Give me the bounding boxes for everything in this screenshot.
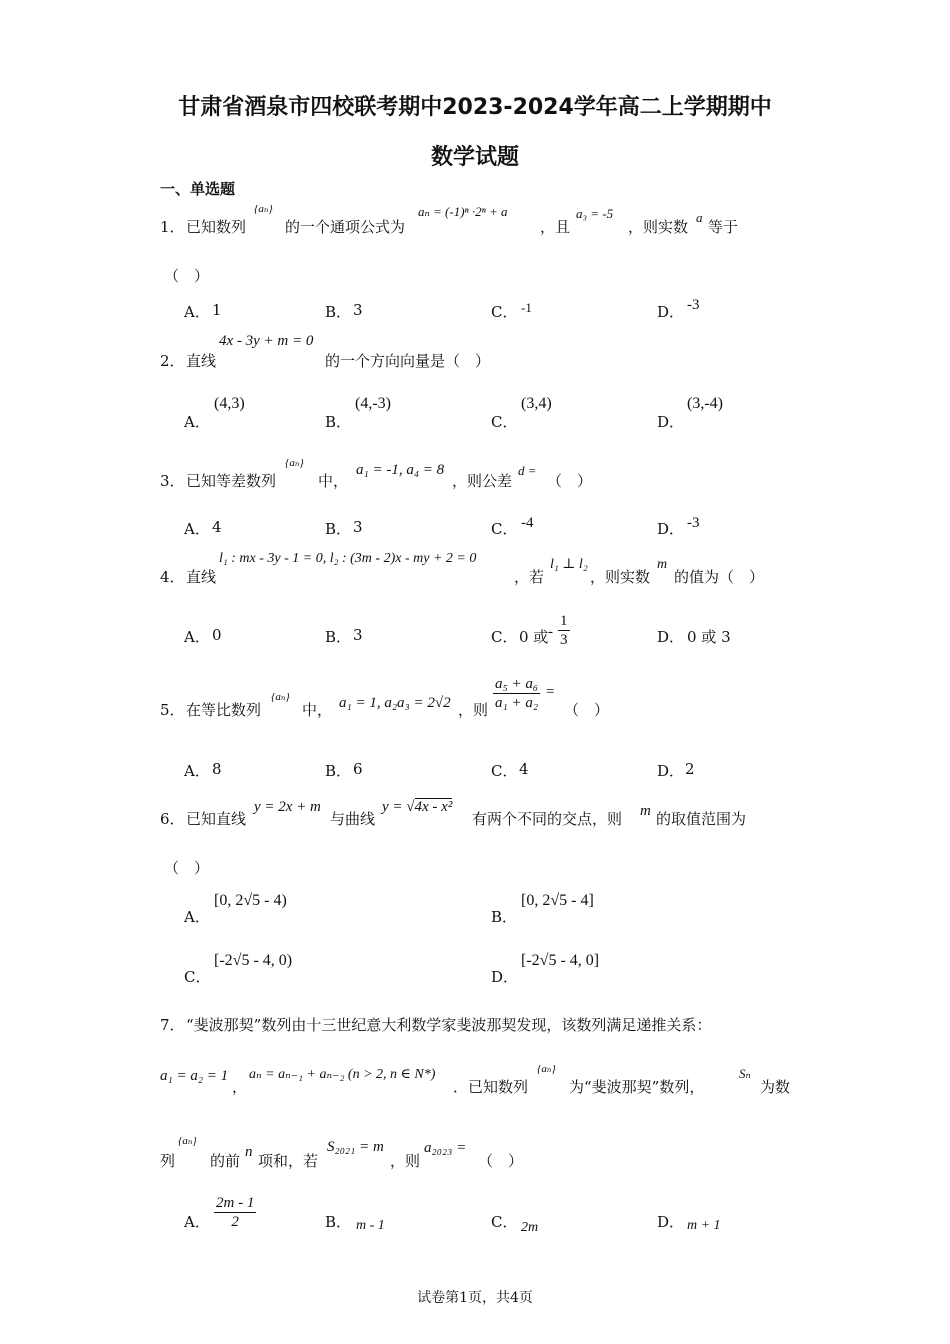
formula: a₂₀₂₃ = bbox=[424, 1140, 467, 1156]
fraction-numerator: a₅ + a₆ bbox=[495, 676, 539, 692]
option-value: (3,4) bbox=[521, 395, 552, 412]
variable: m bbox=[640, 803, 651, 819]
option-value: 3 bbox=[353, 301, 363, 319]
option-label: A． bbox=[184, 1213, 210, 1231]
option-label: A． bbox=[184, 762, 210, 780]
variable: a bbox=[696, 210, 703, 225]
question-text: 中， bbox=[318, 472, 349, 490]
option-label: B． bbox=[325, 303, 352, 321]
option-value: 3 bbox=[353, 518, 363, 536]
question-text: （ ） bbox=[547, 472, 593, 490]
question-text: 项和，若 bbox=[258, 1152, 319, 1170]
formula: a₁ = -1, a₄ = 8 bbox=[356, 462, 445, 478]
question-text: ，且 bbox=[540, 218, 571, 236]
option-value: [0, 2√5 - 4] bbox=[521, 892, 594, 909]
option-value: m + 1 bbox=[687, 1218, 721, 1233]
minus-sign: - bbox=[548, 624, 553, 640]
sequence-symbol: {aₙ} bbox=[285, 457, 304, 469]
question-number: 1． bbox=[160, 218, 185, 236]
option-label: C． bbox=[491, 762, 518, 780]
option-label: D． bbox=[657, 303, 685, 321]
option-value: -1 bbox=[521, 300, 532, 315]
fraction bbox=[558, 612, 570, 649]
sequence-symbol: {aₙ} bbox=[537, 1063, 556, 1075]
option-value: 0 或 bbox=[519, 628, 549, 646]
variable: d = bbox=[518, 463, 537, 478]
option-label: C． bbox=[184, 968, 211, 986]
page-footer: 试卷第1页，共4页 bbox=[417, 1290, 533, 1306]
fraction-denominator: 2 bbox=[231, 1214, 239, 1230]
option-label: B． bbox=[491, 908, 518, 926]
question-text: 为“斐波那契”数列， bbox=[569, 1078, 705, 1096]
question-number: 4． bbox=[160, 568, 185, 586]
option-label: C． bbox=[491, 520, 518, 538]
formula bbox=[382, 799, 452, 816]
question-text: 的前 bbox=[210, 1152, 241, 1170]
formula: 4x - 3y + m = 0 bbox=[219, 333, 314, 349]
option-value: (4,3) bbox=[214, 395, 245, 412]
question-text: ，则实数 bbox=[628, 218, 689, 236]
formula-prefix: y = bbox=[382, 799, 407, 815]
question-text: ，若 bbox=[514, 568, 545, 586]
question-text: ，则公差 bbox=[452, 472, 513, 490]
sequence-symbol: {aₙ} bbox=[271, 691, 290, 703]
option-label: D． bbox=[491, 968, 519, 986]
option-value: -3 bbox=[687, 515, 700, 531]
option-value: 8 bbox=[212, 760, 222, 778]
question-text: 的值为（ ） bbox=[674, 568, 765, 586]
formula: a₁ = a₂ = 1 bbox=[160, 1068, 229, 1084]
option-value: -4 bbox=[521, 515, 534, 531]
option-label: A． bbox=[184, 520, 210, 538]
variable: m bbox=[657, 557, 668, 572]
option-value: 0 或 3 bbox=[687, 628, 731, 646]
option-value: 2 bbox=[685, 760, 695, 778]
option-label: C． bbox=[491, 303, 518, 321]
question-text: ，则实数 bbox=[590, 568, 651, 586]
fraction-numerator: 2m - 1 bbox=[216, 1195, 255, 1211]
page-title-line2: 数学试题 bbox=[430, 145, 519, 170]
option-label: C． bbox=[491, 628, 518, 646]
option-label: B． bbox=[325, 628, 352, 646]
question-text: 直线 bbox=[186, 568, 217, 586]
option-label: B． bbox=[325, 413, 352, 431]
fraction-numerator: 1 bbox=[560, 613, 568, 629]
sqrt-radicand: 4x - x² bbox=[414, 799, 453, 815]
question-text: 的取值范围为 bbox=[656, 810, 747, 828]
question-text: 已知数列 bbox=[186, 218, 247, 236]
question-number: 3． bbox=[160, 472, 185, 490]
fraction bbox=[493, 675, 540, 712]
question-text: 与曲线 bbox=[330, 810, 376, 828]
option-label: B． bbox=[325, 520, 352, 538]
formula: l₁ : mx - 3y - 1 = 0, l₂ : (3m - 2)x - my + 2 = 0 bbox=[219, 551, 477, 566]
question-text: “斐波那契”数列由十三世纪意大利数学家斐波那契发现，该数列满足递推关系： bbox=[186, 1016, 712, 1034]
option-value: (4,-3) bbox=[355, 395, 391, 412]
question-text: 有两个不同的交点，则 bbox=[472, 810, 623, 828]
option-label: D． bbox=[657, 413, 685, 431]
page-title-line1: 甘肃省酒泉市四校联考期中2023-2024学年高二上学期期中 bbox=[178, 95, 772, 120]
fraction-denominator: 3 bbox=[560, 632, 568, 648]
question-text: 已知直线 bbox=[186, 810, 247, 828]
option-value: 3 bbox=[353, 626, 363, 644]
question-text: ．已知数列 bbox=[453, 1078, 529, 1096]
fraction-denominator: a₁ + a₂ bbox=[495, 695, 539, 711]
option-label: A． bbox=[184, 413, 210, 431]
answer-bracket: （ ） bbox=[164, 859, 210, 877]
fraction bbox=[214, 1194, 256, 1231]
formula: S₂₀₂₁ = m bbox=[327, 1139, 384, 1155]
variable: Sₙ bbox=[739, 1066, 751, 1081]
option-value: m - 1 bbox=[356, 1218, 385, 1233]
formula: l₁ ⊥ l₂ bbox=[550, 557, 588, 572]
option-label: B． bbox=[325, 1213, 352, 1231]
sqrt-symbol: √ bbox=[406, 799, 415, 815]
question-text: ，则 bbox=[390, 1152, 421, 1170]
question-text: 在等比数列 bbox=[186, 701, 262, 719]
option-label: D． bbox=[657, 520, 685, 538]
question-text: 等于 bbox=[708, 218, 739, 236]
option-label: D． bbox=[657, 762, 685, 780]
option-label: C． bbox=[491, 413, 518, 431]
option-label: C． bbox=[491, 1213, 518, 1231]
question-number: 6． bbox=[160, 810, 185, 828]
section-heading: 一、单选题 bbox=[160, 180, 236, 198]
formula: y = 2x + m bbox=[254, 799, 321, 815]
question-number: 7． bbox=[160, 1016, 185, 1034]
question-text: 列 bbox=[160, 1152, 176, 1170]
option-label: A． bbox=[184, 908, 210, 926]
formula: aₙ = (-1)ⁿ ·2ⁿ + a bbox=[418, 204, 508, 219]
formula: a₃ = -5 bbox=[576, 206, 614, 221]
question-number: 2． bbox=[160, 352, 185, 370]
question-text: 的一个方向向量是（ ） bbox=[325, 352, 491, 370]
option-value: [0, 2√5 - 4) bbox=[214, 892, 287, 909]
answer-bracket: （ ） bbox=[164, 267, 210, 285]
question-text: 中， bbox=[302, 701, 333, 719]
question-text: 的一个通项公式为 bbox=[285, 218, 406, 236]
option-label: A． bbox=[184, 628, 210, 646]
formula: a₁ = 1, a₂a₃ = 2√2 bbox=[339, 695, 451, 711]
question-text: 直线 bbox=[186, 352, 217, 370]
option-label: D． bbox=[657, 628, 685, 646]
option-value: 6 bbox=[353, 760, 363, 778]
option-value: (3,-4) bbox=[687, 395, 723, 412]
option-value: -3 bbox=[687, 297, 700, 313]
option-label: B． bbox=[325, 762, 352, 780]
option-value: [-2√5 - 4, 0] bbox=[521, 952, 600, 969]
option-value: 0 bbox=[212, 626, 222, 644]
equals-sign: = bbox=[546, 684, 555, 700]
option-value: 1 bbox=[212, 301, 222, 319]
question-text: ， bbox=[232, 1078, 248, 1096]
option-value: 4 bbox=[519, 760, 529, 778]
question-text: 已知等差数列 bbox=[186, 472, 277, 490]
sequence-symbol: {aₙ} bbox=[254, 203, 273, 215]
question-text: ，则 bbox=[458, 701, 489, 719]
option-value: 4 bbox=[212, 518, 222, 536]
answer-bracket: （ ） bbox=[478, 1152, 524, 1170]
option-label: D． bbox=[657, 1213, 685, 1231]
option-value: 2m bbox=[521, 1220, 539, 1235]
formula: aₙ = aₙ₋₁ + aₙ₋₂ (n > 2, n ∈ N*) bbox=[249, 1067, 436, 1082]
sequence-symbol: {aₙ} bbox=[178, 1135, 197, 1147]
question-text: 为数 bbox=[760, 1078, 791, 1096]
question-number: 5． bbox=[160, 701, 185, 719]
option-label: A． bbox=[184, 303, 210, 321]
variable: n bbox=[245, 1144, 253, 1160]
option-value: [-2√5 - 4, 0) bbox=[214, 952, 293, 969]
answer-bracket: （ ） bbox=[564, 701, 610, 719]
